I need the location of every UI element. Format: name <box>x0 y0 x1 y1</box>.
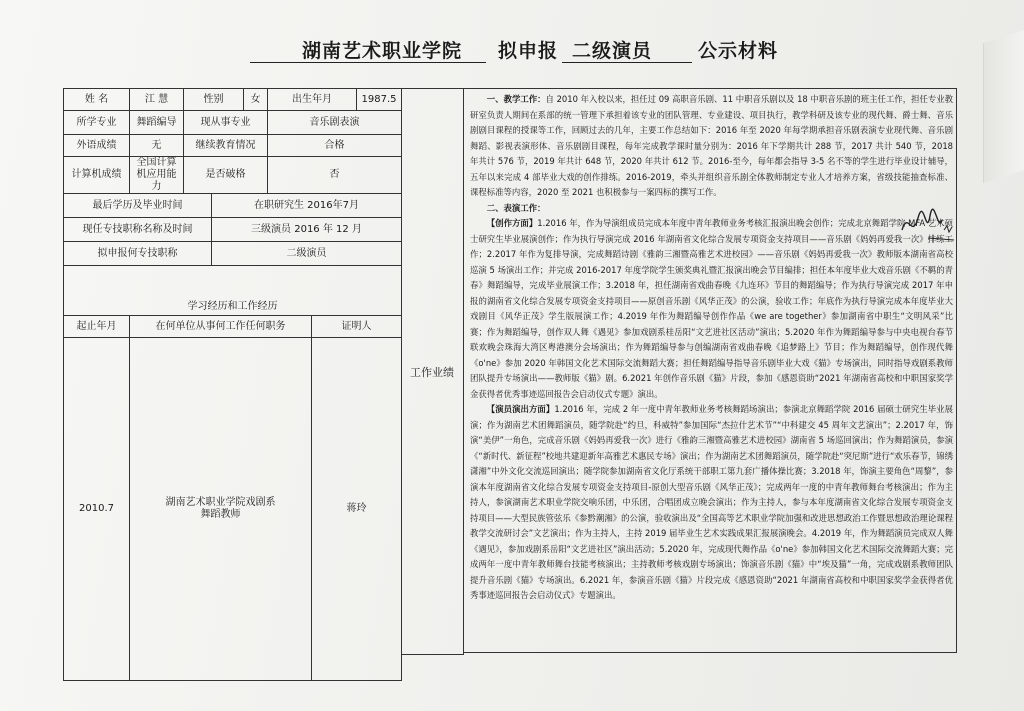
school-name: 湖南艺术职业学院 <box>302 40 463 62</box>
current-major-label: 现从事专业 <box>184 111 268 135</box>
gender-label: 性别 <box>184 89 244 111</box>
actor-paragraph <box>470 402 953 604</box>
exempt-label: 是否破格 <box>184 157 268 194</box>
gender-value: 女 <box>244 89 268 111</box>
continuing-label: 继续教育情况 <box>184 135 268 157</box>
col-witness-header: 证明人 <box>312 316 402 338</box>
computer-value: 全国计算机应用能力 <box>130 157 184 194</box>
performance-content <box>470 92 953 652</box>
edu-label: 最后学历及毕业时间 <box>64 194 212 218</box>
creation-paragraph <box>470 216 953 402</box>
history-date: 2010.7 <box>64 338 130 681</box>
birth-value: 1987.5 <box>357 89 402 111</box>
major-value: 舞蹈编导 <box>130 111 184 135</box>
computer-label: 计算机成绩 <box>64 157 130 194</box>
name-label: 姓 名 <box>64 89 130 111</box>
history-title-blank <box>64 266 402 300</box>
apply-prefix: 拟申报 <box>498 40 559 62</box>
teaching-heading: 一、教学工作： <box>486 94 546 104</box>
birth-label: 出生年月 <box>268 89 357 111</box>
current-title-value: 三级演员 2016 年 12 月 <box>212 218 402 242</box>
history-unit <box>130 338 312 681</box>
performance-heading: 二、表演工作： <box>486 202 546 213</box>
page-fold-shadow <box>983 30 1024 183</box>
exempt-value: 否 <box>268 157 402 194</box>
name-value: 江 慧 <box>130 89 184 111</box>
apply-title-label: 拟申报何专技职称 <box>64 242 212 266</box>
teaching-paragraph <box>470 92 953 201</box>
foreign-value: 无 <box>130 135 184 157</box>
apply-level: 二级演员 <box>572 40 653 62</box>
history-witness: 蒋玲 <box>312 338 402 681</box>
creation-heading: 【创作方面】 <box>486 218 538 228</box>
col-unit-header: 在何单位从事何工作任何职务 <box>130 316 312 338</box>
teaching-text: 自 2010 年入校以来，担任过 09 高职音乐剧、11 中职音乐剧以及 18 中职音乐剧的班主任工作，担任专业教研室负责人期间在系部的统一管理下承担着该专业的团队管理、专业建设、项目执行，教学科研及该专业的现代舞、爵士舞、音乐剧剧目课程的授课等工作，回顾过去的几年，主要工作总结如下：2016 年至 2020 年每学期承担音乐剧表演专业现代舞、音乐剧舞蹈、影视表演形体、音乐剧剧目课程，每年完成教学课时量分别为：2016 年下学期共计 288 节，2017 共计 540 节，2018 年共计 576 节，2019 年共计 648 节，2020 年共计 612 节。2016-至今，每年都会指导 3-5 名不等的学生进行毕业设计辅导，五年以来完成 4 部毕业大戏的创作排练。2016-2019，牵头并组织音乐剧全体教师制定专业人才培养方案，省级技能抽查标准、课程标准等内容，2020 至 2021 也积极参与一案四标的撰写工作。 <box>470 94 953 197</box>
major-label: 所学专业 <box>64 111 130 135</box>
current-major-value: 音乐剧表演 <box>268 111 402 135</box>
performance-label-cell <box>401 88 464 655</box>
current-title-label: 现任专技职称名称及时间 <box>64 218 212 242</box>
creation-text: 1.2016 年，作为导演组成员完成本年度中青年教师业务考核汇报演出晚会创作；完成北京舞蹈学院 MFA 艺术硕士研究生毕业展演创作；作为执行导演完成 2016 年湖南省文化综合发展专项资金支持项目——音乐剧《妈妈再爱我一次》排练工作；2.2017 年作为复排导演，完成舞蹈诗剧《雅韵三湘暨高雅艺术进校园》——音乐剧《妈妈再爱我一次》教师版本湖南省高校巡演 5 场演出工作；并完成 2016-2017 年度学院学生颁奖典礼暨汇报演出晚会节目编排；担任本年度毕业大戏音乐剧《不羁的青春》舞蹈编导，完成毕业展演工作；3.2018 年，担任湖南省戏曲春晚《九连环》节目的舞蹈编导；作为执行导演完成 2017 年申报的湖南省文化综合发展专项资金支持项目——原创音乐剧《风华正茂》的公演，验收工作；年底作为执行导演完成本年度毕业大戏剧目《风华正茂》学生版展演工作；4.2019 年作为舞蹈编导创作作品《we are together》参加湖南省中职生“文明风采”比赛；作为舞蹈编导，创作双人舞《遇见》参加戏剧系桂岳阳“文艺进社区活动”演出；5.2020 年作为舞蹈编导参与中央电视台春节联欢晚会珠海大湾区粤港澳分会场演出；作为舞蹈编导参与创编湖南省戏曲春晚《追梦路上》节目；作为舞蹈编导，创作现代舞《o'ne》参加 2020 年韩国文化艺术国际交流舞蹈大赛；担任舞蹈编导指导音乐剧毕业大戏《猫》专场演出，同时指导戏剧系教师团队提升专场演出——教师版《猫》剧。6.2021 年创作音乐剧《猫》片段，参加《感恩资助“2021 年湖南省高校和中职国家奖学金获得者优秀事迹巡回报告会启动仪式专题》演出。 <box>470 218 953 399</box>
applicant-info-table <box>63 88 402 681</box>
handwritten-signature <box>898 200 958 250</box>
actor-heading: 【演员演出方面】 <box>486 404 555 414</box>
history-unit-line1: 湖南艺术职业学院戏剧系 <box>165 497 276 508</box>
history-unit-line2: 舞蹈教师 <box>200 509 241 520</box>
continuing-value: 合格 <box>268 135 402 157</box>
col-start-header: 起止年月 <box>64 316 130 338</box>
performance-heading-paragraph <box>470 201 953 217</box>
apply-title-value: 二级演员 <box>212 242 402 266</box>
actor-text: 1.2016 年，完成 2 年一度中青年教师业务考核舞蹈场演出；参演北京舞蹈学院 2016 届硕士研究生毕业展演；作为湖南艺术团舞蹈演员，随学院赴“约旦，科威特”参加国际“杰拉什艺术节”“中科建交 45 周年文艺演出”；2.2017 年，饰演“美伊”一角色，完成音乐剧《妈妈再爱我一次》进行《雅韵三湘暨高雅艺术进校园》湖南省 5 场巡回演出；作为舞蹈演员，参演《“新时代、新征程”校地共建迎新年高雅艺术惠民专场》演出；作为湖南艺术团舞蹈演员，随学院赴“突尼斯”进行“欢乐春节，锦绣潇湘”中外文化交流巡回演出；随学院参加湖南省文化厅系统干部职工第九套广播体操比赛；3.2018 年，饰演主要角色“周黎”，参演本年度湖南省文化综合发展专项资金支持项目-原创大型音乐剧《风华正茂》；完成两年一度的中青年教师舞台考核演出；作为主持人，参演湖南艺术职业学院交响乐团，中乐团，合唱团成立晚会演出；作为主持人，参与本年度湖南省文化综合发展专项资金支持项目——大型民族管弦乐《参黔潮湘》的公演，验收演出及“全国高等艺术职业学院加强和改进思想政治工作暨思想政治理论课程教学交流研讨会”文艺演出；作为主持人，主持 2019 届毕业生艺术实践成果汇报展演晚会。4.2019 年，作为舞蹈演员完成双人舞《遇见》，参加戏剧系岳阳“文艺进社区”演出活动；5.2020 年，完成现代舞作品《o'ne》参加韩国文化艺术国际交流舞蹈大赛；完成两年一度中青年教师舞台技能考核演出；主持教师考核戏剧专场演出；饰演音乐剧《猫》中“埃及猫”一角，完成戏剧系教师团队提升音乐剧《猫》专场演出。6.2021 年，参演音乐剧《猫》片段完成《感恩资助“2021 年湖南省高校和中职国家奖学金获得者优秀事迹巡回报告会启动仪式》专题演出。 <box>470 404 953 600</box>
doc-suffix: 公示材料 <box>698 40 779 62</box>
document-title <box>250 36 790 66</box>
foreign-label: 外语成绩 <box>64 135 130 157</box>
edu-value: 在职研究生 2016年7月 <box>212 194 402 218</box>
history-title: 学习经历和工作经历 <box>64 300 402 316</box>
performance-label: 工作业绩 <box>410 365 454 379</box>
